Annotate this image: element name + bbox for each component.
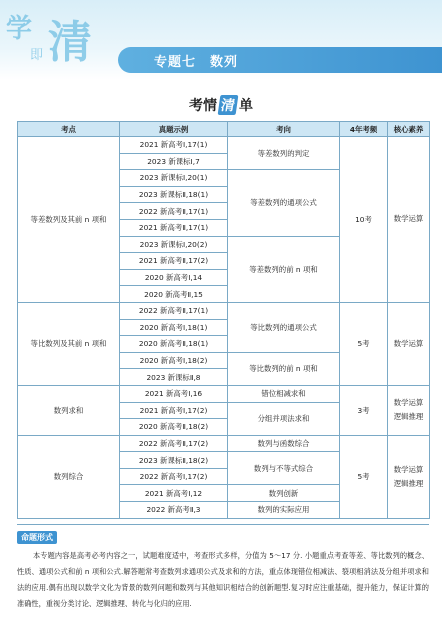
col-header: 核心素养 [388,122,430,137]
brand-logo [4,6,96,66]
example-cell: 2023 新课标Ⅰ,20(2) [120,236,228,253]
chapter-title-bar [118,47,442,73]
col-header: 真题示例 [120,122,228,137]
example-cell: 2020 新高考Ⅰ,18(1) [120,319,228,336]
exam-table [17,121,430,519]
literacy-item: 数学运算 [393,464,424,474]
section-title-pre: 考情 [189,98,217,114]
brand-char-2: 即 [30,48,44,63]
example-cell: 2021 新高考Ⅰ,16 [120,385,228,402]
section-title-highlight: 清 [218,95,239,115]
direction-cell: 错位相减求和 [228,385,340,402]
example-cell: 2021 新高考Ⅰ,17(2) [120,402,228,419]
frequency-cell: 5考 [340,302,388,385]
literacy-item: 逻辑推理 [393,412,424,422]
direction-cell: 数列与不等式综合 [228,452,340,485]
col-header: 考向 [228,122,340,137]
note-label: 命题形式 [17,531,57,544]
direction-cell: 分组并项法求和 [228,402,340,435]
note-section [17,524,429,612]
example-cell: 2021 新高考Ⅰ,17(1) [120,137,228,154]
table-row [18,435,430,452]
table-row [18,137,430,154]
direction-cell: 等差数列的前 n 项和 [228,236,340,302]
table-header-row [18,122,430,137]
chapter-name: 数列 [210,55,239,70]
literacy-item: 数学运算 [393,398,424,408]
example-cell: 2023 新课标Ⅰ,20(1) [120,170,228,187]
direction-cell: 等比数列的前 n 项和 [228,352,340,385]
literacy-item: 数学运算 [393,214,424,224]
example-cell: 2023 新课标Ⅱ,18(2) [120,452,228,469]
example-cell: 2021 新高考Ⅰ,12 [120,485,228,502]
table-row [18,302,430,319]
brand-char-3: 清 [48,17,92,68]
example-cell: 2022 新高考Ⅰ,17(2) [120,468,228,485]
literacy-item: 数学运算 [393,338,424,348]
direction-cell: 等差数列的判定 [228,137,340,170]
example-cell: 2021 新高考Ⅱ,17(1) [120,219,228,236]
table-row [18,385,430,402]
example-cell: 2021 新高考Ⅱ,17(2) [120,253,228,270]
chapter-number: 专题七 [154,55,197,70]
topic-cell: 数列求和 [18,385,120,435]
section-title [0,95,442,115]
brand-char-1: 学 [6,14,33,44]
literacy-cell [388,137,430,303]
example-cell: 2022 新高考Ⅱ,17(1) [120,203,228,220]
literacy-cell [388,302,430,385]
example-cell: 2020 新高考Ⅱ,18(2) [120,419,228,436]
col-header: 考点 [18,122,120,137]
frequency-cell: 3考 [340,385,388,435]
direction-cell: 等差数列的通项公式 [228,170,340,236]
literacy-cell [388,385,430,435]
table-body [18,137,430,519]
example-cell: 2020 新高考Ⅰ,14 [120,269,228,286]
example-cell: 2020 新高考Ⅱ,18(1) [120,336,228,353]
note-body: 本专题内容是高考必考内容之一，试题难度适中，考查形式多样，分值为 5～17 分. 小题重点考查等差、等比数列的概念、性质、通项公式和前 n 项和公式.解答题常考查数列求通项公式及求和的方法，重点体现错位相减法、裂项相消法及分组并项求和法的应用.偶有出现以数学文化为背景的数列问题和数列与其他知识相结合的创新题型.复习时应注重基础，提升能力，保证计算的准确性，重视分类讨论、逻辑推理、转化与化归的应用. [17,551,429,608]
col-header: 4年考频 [340,122,388,137]
example-cell: 2022 新高考Ⅱ,3 [120,502,228,519]
example-cell: 2022 新高考Ⅱ,17(2) [120,435,228,452]
literacy-cell [388,435,430,518]
topic-cell: 等比数列及其前 n 项和 [18,302,120,385]
example-cell: 2020 新高考Ⅱ,15 [120,286,228,303]
example-cell: 2023 新课标Ⅱ,18(1) [120,186,228,203]
direction-cell: 数列与函数综合 [228,435,340,452]
topic-cell: 数列综合 [18,435,120,518]
topic-cell: 等差数列及其前 n 项和 [18,137,120,303]
direction-cell: 数列的实际应用 [228,502,340,519]
example-cell: 2020 新高考Ⅰ,18(2) [120,352,228,369]
literacy-item: 逻辑推理 [393,478,424,488]
frequency-cell: 5考 [340,435,388,518]
example-cell: 2022 新高考Ⅱ,17(1) [120,302,228,319]
example-cell: 2023 新课标Ⅰ,7 [120,153,228,170]
direction-cell: 等比数列的通项公式 [228,302,340,352]
example-cell: 2023 新课标Ⅱ,8 [120,369,228,386]
direction-cell: 数列创新 [228,485,340,502]
section-title-post: 单 [239,98,253,114]
frequency-cell: 10考 [340,137,388,303]
